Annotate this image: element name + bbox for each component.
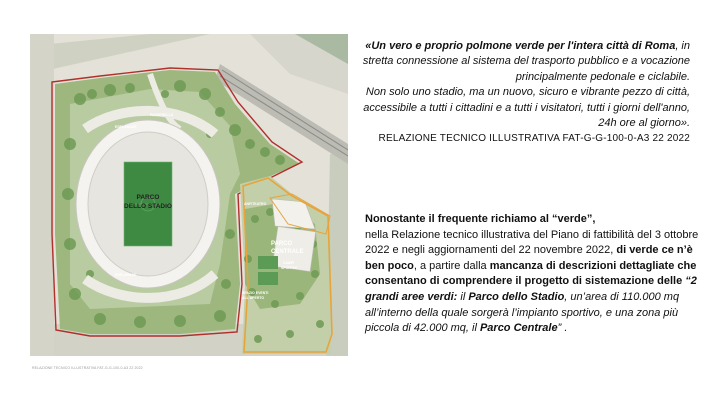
map-label-passerella: PASSERELLA <box>150 113 174 117</box>
quote-bold: «Un vero e proprio polmone verde per l'intera città di Roma <box>365 40 676 52</box>
map-label-esplanade-top: ESPLANADE <box>115 125 137 129</box>
quote-paragraph-1 <box>360 39 690 85</box>
body-t8: Parco dello Stadio <box>468 290 565 303</box>
map-label-anfiteatro: ANFITEATRO <box>244 202 267 206</box>
body-t4: , a partire dalla <box>413 259 490 272</box>
map-label-stadium-1: PARCO <box>136 194 160 201</box>
map-label-campi-2: SPORTIVI <box>281 266 298 270</box>
site-plan-map <box>30 34 348 356</box>
quote-source: RELAZIONE TECNICO ILLUSTRATIVA FAT-G-G-100-0-A3 22 2022 <box>378 133 690 145</box>
map-label-central-1: PARCO <box>271 241 293 247</box>
map-label-spazio-2: ALL'APERTO <box>242 296 265 300</box>
map-label-central-2: CENTRALE <box>271 249 304 255</box>
map-label-spazio-1: SPAZIO EVENTI <box>242 291 269 295</box>
body-t10: Parco Centrale <box>479 322 558 335</box>
body-t1: Nonostante il frequente richiamo al “verde”, <box>365 213 596 225</box>
map-label-stadium-2: DELLO STADIO <box>124 203 172 210</box>
quote-block <box>360 39 690 147</box>
quote-paragraph-2: Non solo uno stadio, ma un nuovo, sicuro e vibrante pezzo di città, accessibile a tutti i cittadini e a tutti i visitatori, tutti i giorni dell'anno, 24h ore al giorno». <box>363 86 690 130</box>
body-t11: ” . <box>557 322 568 335</box>
map-label-campi-1: CAMPI <box>283 261 295 265</box>
body-paragraph <box>365 212 700 337</box>
map-caption: RELAZIONE TECNICO ILLUSTRATIVA FAT-G-G-100-0-A3 22 2022 <box>32 366 143 370</box>
body-t6: “2 grandi aree verdi: <box>365 275 697 303</box>
map-label-esplanade-bottom: ESPLANADE <box>115 273 137 277</box>
body-t3: di verde ce n’è ben poco <box>365 244 693 272</box>
body-t2: nella Relazione tecnico illustrativa del Piano di fattibilità del 3 ottobre 2022 e negli aggiornamenti del 22 novembre 2022, <box>365 228 699 257</box>
body-t9: , un’area di 110.000 mq all’interno della quale sorgerà l’impianto sportivo, e una zona più piccola di 42.000 mq, il <box>365 290 680 335</box>
site-plan-drawing <box>30 34 348 356</box>
body-t5: mancanza di descrizioni dettagliate che consentano di comprendere il progetto di sistemazione delle <box>365 259 697 288</box>
quote-rest: , in stretta connessione al sistema del trasporto pubblico e a vocazione principalmente pedonale e ciclabile. <box>362 40 690 83</box>
body-t7: il <box>457 290 469 303</box>
